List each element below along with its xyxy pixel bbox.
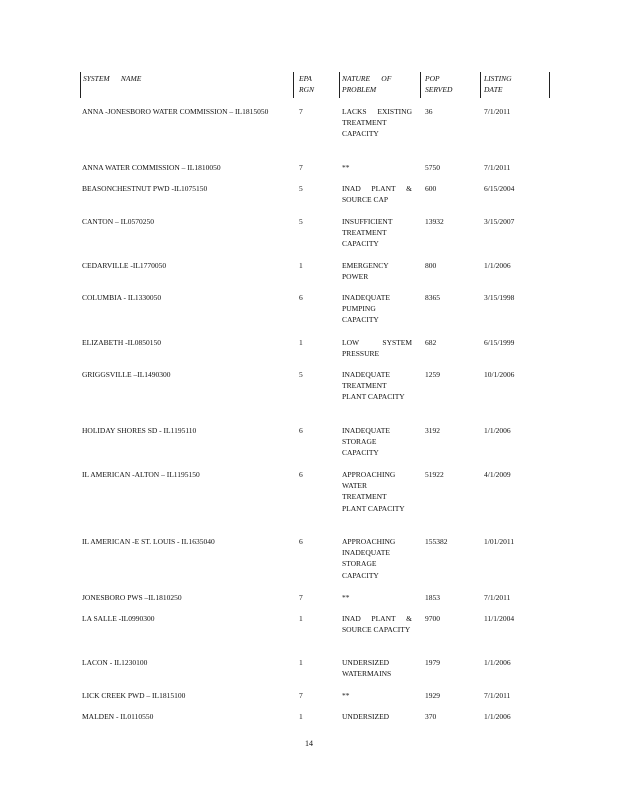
system-name-cell: BEASONCHESTNUT PWD -IL1075150	[82, 184, 208, 193]
listing-date-cell: 11/1/2004	[484, 614, 515, 623]
listing-date-cell: 1/01/2011	[484, 537, 515, 546]
population-cell: 5750	[425, 163, 440, 172]
header-listing-date: LISTING DATE	[484, 74, 512, 94]
problem-cell: **	[342, 691, 350, 700]
system-name-cell: MALDEN - IL0110550	[82, 712, 154, 721]
header-epa-rgn: EPA RGN	[299, 74, 314, 94]
population-cell: 800	[425, 261, 437, 270]
header-right-rule	[549, 72, 550, 98]
problem-cell: APPROACHING WATER TREATMENT PLANT CAPACITY	[342, 470, 405, 513]
system-name-cell: LACON - IL1230100	[82, 658, 148, 667]
header-system-name: SYSTEM NAME	[83, 74, 142, 83]
population-cell: 9700	[425, 614, 440, 623]
listing-date-cell: 7/1/2011	[484, 691, 511, 700]
page-number: 14	[305, 739, 313, 748]
epa-region-cell: 1	[299, 712, 303, 721]
system-name-cell: ELIZABETH -IL0850150	[82, 338, 161, 347]
problem-cell: INADEQUATE STORAGE CAPACITY	[342, 426, 390, 458]
problem-cell: INSUFFICIENT TREATMENT CAPACITY	[342, 217, 393, 249]
problem-cell: UNDERSIZED	[342, 712, 390, 721]
listing-date-cell: 4/1/2009	[484, 470, 511, 479]
population-cell: 8365	[425, 293, 440, 302]
epa-region-cell: 5	[299, 184, 303, 193]
problem-cell: APPROACHING INADEQUATE STORAGE CAPACITY	[342, 537, 396, 580]
epa-region-cell: 5	[299, 370, 303, 379]
listing-date-cell: 3/15/1998	[484, 293, 515, 302]
epa-region-cell: 1	[299, 338, 303, 347]
table-header	[80, 72, 550, 98]
listing-date-cell: 1/1/2006	[484, 712, 511, 721]
problem-cell: EMERGENCY POWER	[342, 261, 389, 282]
population-cell: 1979	[425, 658, 440, 667]
epa-region-cell: 7	[299, 163, 303, 172]
header-rule	[339, 72, 340, 98]
problem-cell: INADEQUATE PUMPING CAPACITY	[342, 293, 390, 325]
epa-region-cell: 6	[299, 426, 303, 435]
population-cell: 1259	[425, 370, 440, 379]
epa-region-cell: 6	[299, 293, 303, 302]
listing-date-cell: 7/1/2011	[484, 163, 511, 172]
population-cell: 36	[425, 107, 433, 116]
system-name-cell: CANTON – IL0570250	[82, 217, 154, 226]
epa-region-cell: 1	[299, 614, 303, 623]
problem-cell: LACKS EXISTING TREATMENT CAPACITY	[342, 107, 412, 139]
problem-cell: **	[342, 163, 350, 172]
population-cell: 682	[425, 338, 437, 347]
system-name-cell: JONESBORO PWS –IL1810250	[82, 593, 182, 602]
epa-region-cell: 1	[299, 261, 303, 270]
problem-cell: **	[342, 593, 350, 602]
listing-date-cell: 1/1/2006	[484, 261, 511, 270]
listing-date-cell: 1/1/2006	[484, 658, 511, 667]
population-cell: 13932	[425, 217, 444, 226]
epa-region-cell: 6	[299, 470, 303, 479]
header-nature-of-problem: NATURE OF PROBLEM	[342, 74, 394, 94]
epa-region-cell: 7	[299, 107, 303, 116]
problem-cell: INADEQUATE TREATMENT PLANT CAPACITY	[342, 370, 405, 402]
problem-cell: INAD PLANT & SOURCE CAP	[342, 184, 412, 205]
system-name-cell: LICK CREEK PWD – IL1815100	[82, 691, 186, 700]
problem-cell: LOW SYSTEM PRESSURE	[342, 338, 412, 359]
system-name-cell: CEDARVILLE -IL1770050	[82, 261, 167, 270]
listing-date-cell: 6/15/2004	[484, 184, 515, 193]
epa-region-cell: 7	[299, 593, 303, 602]
system-name-cell: LA SALLE -IL0990300	[82, 614, 155, 623]
population-cell: 155382	[425, 537, 448, 546]
system-name-cell: COLUMBIA - IL1330050	[82, 293, 162, 302]
header-rule	[420, 72, 421, 98]
header-rule	[480, 72, 481, 98]
population-cell: 1929	[425, 691, 440, 700]
population-cell: 51922	[425, 470, 444, 479]
header-rule	[293, 72, 294, 98]
system-name-cell: IL AMERICAN -ALTON – IL1195150	[82, 470, 200, 479]
listing-date-cell: 10/1/2006	[484, 370, 515, 379]
system-name-cell: IL AMERICAN -E ST. LOUIS - IL1635040	[82, 537, 215, 546]
listing-date-cell: 7/1/2011	[484, 107, 511, 116]
listing-date-cell: 7/1/2011	[484, 593, 511, 602]
system-name-cell: HOLIDAY SHORES SD - IL1195110	[82, 426, 197, 435]
population-cell: 370	[425, 712, 437, 721]
population-cell: 3192	[425, 426, 440, 435]
listing-date-cell: 1/1/2006	[484, 426, 511, 435]
problem-cell: INAD PLANT & SOURCE CAPACITY	[342, 614, 412, 635]
listing-date-cell: 6/15/1999	[484, 338, 515, 347]
problem-cell: UNDERSIZED WATERMAINS	[342, 658, 392, 679]
system-name-cell: ANNA WATER COMMISSION – IL1810050	[82, 163, 221, 172]
header-pop-served: POP SERVED	[425, 74, 453, 94]
epa-region-cell: 6	[299, 537, 303, 546]
system-name-cell: ANNA -JONESBORO WATER COMMISSION – IL1815050	[82, 107, 269, 116]
population-cell: 600	[425, 184, 437, 193]
population-cell: 1853	[425, 593, 440, 602]
listing-date-cell: 3/15/2007	[484, 217, 515, 226]
epa-region-cell: 5	[299, 217, 303, 226]
epa-region-cell: 1	[299, 658, 303, 667]
system-name-cell: GRIGGSVILLE –IL1490300	[82, 370, 171, 379]
header-left-rule	[80, 72, 81, 98]
epa-region-cell: 7	[299, 691, 303, 700]
